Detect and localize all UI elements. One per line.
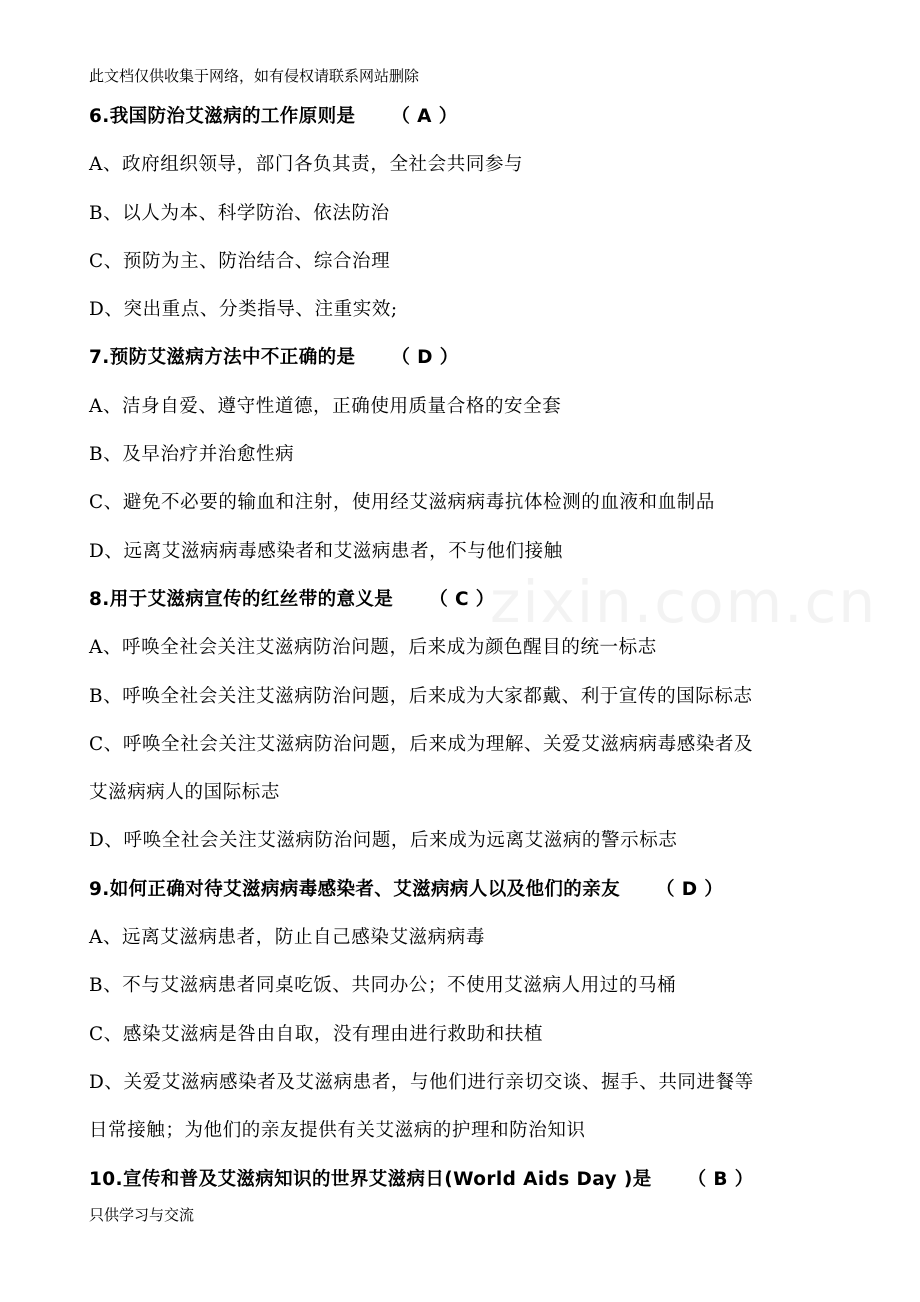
option-6b: B、以人为本、科学防治、依法防治 <box>89 202 390 224</box>
question-8-answer: （ C ） <box>429 588 495 610</box>
question-6-answer: （ A ） <box>391 106 458 127</box>
watermark: zixin.com.cn <box>490 568 878 636</box>
option-8a: A、呼唤全社会关注艾滋病防治问题，后来成为颜色醒目的统一标志 <box>89 637 657 659</box>
header-note: 此文档仅供收集于网络，如有侵权请联系网站删除 <box>89 67 420 85</box>
question-10-text: 10.宣传和普及艾滋病知识的世界艾滋病日(World Aids Day )是 <box>89 1168 652 1190</box>
option-7d: D、远离艾滋病病毒感染者和艾滋病患者，不与他们接触 <box>89 540 563 562</box>
question-7-title <box>89 334 849 382</box>
option-7a: A、洁身自爱、遵守性道德，正确使用质量合格的安全套 <box>89 395 562 417</box>
option-9c: C、感染艾滋病是咎由自取，没有理由进行救助和扶植 <box>89 1023 544 1045</box>
question-9-answer: （ D ） <box>656 878 724 900</box>
option-8c: C、呼唤全社会关注艾滋病防治问题，后来成为理解、关爱艾滋病病毒感染者及 <box>89 733 754 755</box>
question-9-title <box>89 866 849 914</box>
question-10-title <box>89 1156 849 1204</box>
option-8d: D、呼唤全社会关注艾滋病防治问题，后来成为远离艾滋病的警示标志 <box>89 830 678 852</box>
question-7-text: 7.预防艾滋病方法中不正确的是 <box>89 347 356 369</box>
option-8b: B、呼唤全社会关注艾滋病防治问题，后来成为大家都戴、利于宣传的国际标志 <box>89 685 753 707</box>
question-8-text: 8.用于艾滋病宣传的红丝带的意义是 <box>89 588 394 610</box>
option-6d: D、突出重点、分类指导、注重实效; <box>89 299 398 321</box>
question-list <box>89 93 849 1204</box>
option-9b: B、不与艾滋病患者同桌吃饭、共同办公；不使用艾滋病人用过的马桶 <box>89 975 677 997</box>
option-9a: A、远离艾滋病患者，防止自己感染艾滋病病毒 <box>89 927 485 949</box>
option-9d: D、关爱艾滋病感染者及艾滋病患者，与他们进行亲切交谈、握手、共同进餐等 <box>89 1071 754 1093</box>
option-7b: B、及早治疗并治愈性病 <box>89 444 295 466</box>
question-7-answer: （ D ） <box>391 347 459 369</box>
question-6-title <box>89 93 849 141</box>
question-10-answer: （ B ） <box>687 1168 754 1190</box>
option-6c: C、预防为主、防治结合、综合治理 <box>89 250 391 272</box>
question-8-title <box>89 576 849 624</box>
question-6-text: 6.我国防治艾滋病的工作原则是 <box>89 106 356 127</box>
footer-note: 只供学习与交流 <box>89 1206 195 1224</box>
question-9-text: 9.如何正确对待艾滋病病毒感染者、艾滋病病人以及他们的亲友 <box>89 878 621 900</box>
option-8c-continued: 艾滋病病人的国际标志 <box>89 782 281 804</box>
option-7c: C、避免不必要的输血和注射，使用经艾滋病病毒抗体检测的血液和血制品 <box>89 492 715 514</box>
option-9d-continued: 日常接触；为他们的亲友提供有关艾滋病的护理和防治知识 <box>89 1120 586 1142</box>
option-6a: A、政府组织领导，部门各负其责，全社会共同参与 <box>89 154 524 176</box>
